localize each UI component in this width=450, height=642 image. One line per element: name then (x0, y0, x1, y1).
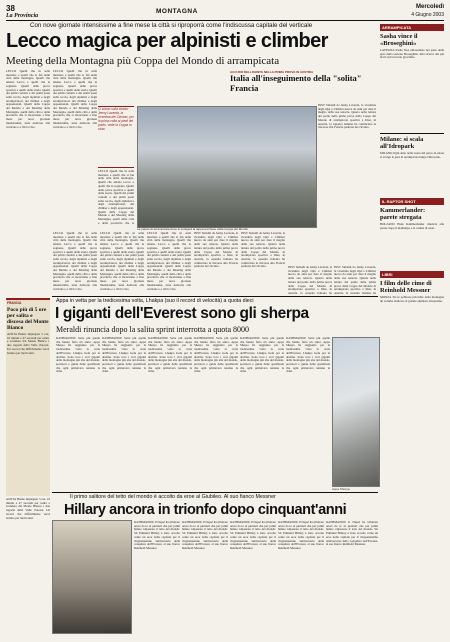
lead-subhead: Meeting della Montagna più Coppa del Mondo di arrampicata (6, 55, 280, 67)
side-box-title: Poco più di 5 ore per salita e discesa del Monte Bianco (7, 307, 49, 331)
mid-box (230, 70, 375, 102)
lead-body-col-8: INST Subsidi da Jenny Lavarda, la vicentina degli Ojet e Climber nuova da anni per dare il meglio della sua tenacia. Quarta nella lettura del podio della prima prova della Coppa del Mondo di arrampicata sportiva a Imst, in Austria, la squadra italiana ha cominciato la rincorsa alla Francia padrona del circuito. (241, 232, 285, 269)
story3-col-2: KATHMANDU Il Nepal ha tributato onori da re ai pionieri che per primi hanno calpestato il tetto del mondo. Sir Edmund Hillary è stato accolto come un eroe nella capitale per il cinquantesimo anniversario della conquista dell'Everest, al suo fianco Reinhold Messner. (182, 521, 228, 550)
mid-box-title: Italia all'inseguimento della "solita" Francia (230, 73, 362, 93)
date: 4 Giugno 2003 (411, 12, 444, 18)
lead-body-col-6: LECCO Quelli che in sella mestiere e quelli che si fan nelle città della montagna. Quelli che amano Lecco e quelli che la sognano. Quelli delle prove sportive e quelli della storia. Quelli dei primi contatti e dei primi passi sulla roccia, degli alpinisti e degli arrampicatori, dei climber e degli appassionati. Quelli della Coppa del Mondo e del Meeting della Montagna, quelli della città e della provincia che si incontrano a fine mese per nove giornate intensissime, tutte dedicate alla verticale e a chi la vive. (147, 232, 191, 291)
sidebar-label-3: LIBRI (380, 271, 444, 278)
sidebar-title-4: I film delle cime di Reinhold Messner (380, 280, 432, 294)
story2-photo (332, 337, 380, 487)
side-box-body: AOSTA Hanno impiegato 5 ore, 16 minuti e 47 secondi per salire e scendere dal Monte Bianco i due ragazzi della Valle d'Aosta. Un record che difficilmente verrà battuto per molti anni. (7, 332, 49, 355)
weekday: Mercoledì (415, 4, 444, 10)
story2-col-3: KATHMANDU Sette più quelle che hanno fatto un anno: Appa Sherpa ha raggiunto per la tredicesima volta la vetta dell'Everest, Lhakpa Gelu per la decima. Sono loro i veri giganti della montagna più alta del mondo, portatori e guide delle spedizioni che ogni primavera tentano la cima. (148, 337, 192, 374)
story3-col-4: KATHMANDU Il Nepal ha tributato onori da re ai pionieri che per primi hanno calpestato il tetto del mondo. Sir Edmund Hillary è stato accolto come un eroe nella capitale per il cinquantesimo anniversario della conquista dell'Everest, al suo fianco Reinhold Messner. (278, 521, 324, 550)
section-label: MONTAGNA (156, 8, 198, 15)
sidebar-title-1: Sasha vince il «Broseghini» (380, 33, 418, 47)
story2-overline: Appa in vetta per la tredicesima volta, Lhakpa (suo il record di velocità) a quota dieci (56, 298, 254, 304)
story2-col-5: KATHMANDU Sette più quelle che hanno fatto un anno: Appa Sherpa ha raggiunto per la tredicesima volta la vetta dell'Everest, Lhakpa Gelu per la decima. Sono loro i veri giganti della montagna più alta del mondo, portatori e guide delle spedizioni che ogni primavera tentano la cima. (240, 337, 284, 374)
story2-rule (52, 296, 378, 297)
pull-quote-text: Ci siamo sulla strada: Jenny Lavarda, la vicentina dei Climber, per la prima volta ai piedi del podio, vede la Coppa in vista (98, 107, 134, 131)
sidebar-label-1: ARRAMPICATA (380, 24, 444, 31)
lead-body-col-2: LECCO Quelli che in sella mestiere e quelli che si fan nelle città della montagna. Quelli che amano Lecco e quelli che la sognano. Quelli delle prove sportive e quelli della storia. Quelli dei primi contatti e dei primi passi sulla roccia, degli alpinisti e degli arrampicatori, dei climber e degli appassionati. Quelli della Coppa del Mondo e del Meeting della Montagna, quelli della città e della provincia che si incontrano a fine mese per nove giornate intensissime, tutte dedicate alla verticale e a chi la vive. (53, 70, 97, 129)
lead-body-col-4: LECCO Quelli che in sella mestiere e quelli che si fan nelle città della montagna. Quelli che amano Lecco e quelli che la sognano. Quelli delle prove sportive e quelli della storia. Quelli dei primi contatti e dei primi passi sulla roccia, degli alpinisti e degli arrampicatori, dei climber e degli appassionati. Quelli della Coppa del Mondo e del Meeting della Montagna, quelli della città e della provincia che si incontrano a fine mese per nove giornate intensissime, tutte dedicate alla verticale e a chi la vive. (53, 232, 97, 291)
lead-body-col-7: INST Subsidi da Jenny Lavarda, la vicentina degli Ojet e Climber nuova da anni per dare il meglio della sua tenacia. Quarta nella lettura del podio della prima prova della Coppa del Mondo di arrampicata sportiva a Imst, in Austria, la squadra italiana ha cominciato la rincorsa alla Francia padrona del circuito. (194, 232, 238, 269)
sidebar-label-2: IL RAPTOR SHOT (380, 198, 444, 205)
bottom-left-col: AOSTA Hanno impiegato 5 ore, 16 minuti e 47 secondi per salire e scendere dal Monte Bianco i due ragazzi della Valle d'Aosta. Un record che difficilmente verrà battuto per molti anni. (6, 498, 50, 520)
sidebar-body-1: LAVEGNA Sasha Stee ultrasoldato nel parte della gara della sezione Broseghini. Alla ricerca dei più bravi sul tracciato giovanile. (380, 49, 444, 60)
sidebar-body-2: MILANO Ogni anno nella storia del parco in estate si svolge la gara di arrampicata lungo l'Idroscalo. (380, 152, 444, 159)
sidebar-title-3: Kammerlander: parete stregata (380, 207, 426, 221)
side-box (6, 298, 50, 496)
lead-body-col-1: LECCO Quelli che in sella mestiere e quelli che si fan nelle città della montagna. Quelli che amano Lecco e quelli che la sognano. Quelli delle prove sportive e quelli della storia. Quelli dei primi contatti e dei primi passi sulla roccia, degli alpinisti e degli arrampicatori, dei climber e degli appassionati. Quelli della Coppa del Mondo e del Meeting della Montagna, quelli della città e della provincia che si incontrano a fine mese per nove giornate intensissime, tutte dedicate alla verticale e a chi la vive. (6, 70, 50, 129)
lead-photo (137, 106, 317, 228)
mid-box-kicker: ACCURO DELLISONTE NELLA PRIMA PROVA IN AUSTRIA (230, 70, 314, 74)
lead-overline: Con nove giornate intensissime a fine mese la città si riproporrà come l'indiscussa capitale del verticale (30, 22, 313, 29)
story2-col-4: KATHMANDU Sette più quelle che hanno fatto un anno: Appa Sherpa ha raggiunto per la tredicesima volta la vetta dell'Everest, Lhakpa Gelu per la decima. Sono loro i veri giganti della montagna più alta del mondo, portatori e guide delle spedizioni che ogni primavera tentano la cima. (194, 337, 238, 374)
pull-quote (98, 106, 134, 168)
story2-subhead: Meraldi rinuncia dopo la salita sprint interrotta a quota 8000 (56, 325, 250, 334)
story2-col-6: KATHMANDU Sette più quelle che hanno fatto un anno: Appa Sherpa ha raggiunto per la tredicesima volta la vetta dell'Everest, Lhakpa Gelu per la decima. Sono loro i veri giganti della montagna più alta del mondo, portatori e guide delle spedizioni che ogni primavera tentano la cima. (286, 337, 330, 374)
mid-box-body-1: INST Subsidi da Jenny Lavarda, la vicentina degli Ojet e Climber nuova da anni per dare il meglio della sua tenacia. Quarta nella lettura del podio della prima prova della Coppa del Mondo di arrampicata sportiva a Imst, in Austria, la squadra italiana ha cominciato la rincorsa alla Francia padrona del circuito. (318, 104, 376, 130)
story3-headline: Hillary ancora in trionfo dopo cinquant'anni (64, 502, 347, 518)
story2-photo-caption: Appa Sherpa (332, 487, 350, 491)
page-number: 38 (6, 4, 15, 13)
lead-headline: Lecco magica per alpinisti e climber (6, 30, 328, 52)
lead-body-col-10: INST Subsidi da Jenny Lavarda, la vicentina degli Ojet e Climber nuova da anni per dare il meglio della sua tenacia. Quarta nella lettura del podio della prima prova della Coppa del Mondo di arrampicata sportiva a Imst, in Austria, la squadra italiana ha (334, 266, 376, 294)
lead-photo-caption: La parete di arrampicata dove si svolgerà la tappa lecchese della Coppa del Mondo (137, 227, 248, 231)
lead-body-col-9: INST Subsidi da Jenny Lavarda, la vicentina degli Ojet e Climber nuova da anni per dare il meglio della sua tenacia. Quarta nella lettura del podio della prima prova della Coppa del Mondo di arrampicata sportiva a Imst, in Austria, la squadra italiana ha (288, 266, 332, 294)
masthead (6, 4, 444, 21)
story2-headline: I giganti dell'Everest sono gli sherpa (55, 305, 309, 322)
story3-photo-caption: Edmund Hillary (104, 630, 125, 634)
story2-col-1: KATHMANDU Sette più quelle che hanno fatto un anno: Appa Sherpa ha raggiunto per la tredicesima volta la vetta dell'Everest, Lhakpa Gelu per la decima. Sono loro i veri giganti della montagna più alta del mondo, portatori e guide delle spedizioni che ogni primavera tentano la cima. (56, 337, 100, 374)
sidebar-body-4: MONZA Tra le pellicole più belle della montagna un volume dedicato al grande alpinista altoatesino. (380, 296, 444, 303)
story2-col-2: KATHMANDU Sette più quelle che hanno fatto un anno: Appa Sherpa ha raggiunto per la tredicesima volta la vetta dell'Everest, Lhakpa Gelu per la decima. Sono loro i veri giganti della montagna più alta del mondo, portatori e guide delle spedizioni che ogni primavera tentano la cima. (102, 337, 146, 374)
story3-col-5: KATHMANDU Il Nepal ha tributato onori da re ai pionieri che per primi hanno calpestato il tetto del mondo. Sir Edmund Hillary è stato accolto come un eroe nella capitale per il cinquantesimo anniversario della conquista dell'Everest, al suo fianco Reinhold Messner. (326, 521, 378, 547)
story3-rule (52, 492, 378, 493)
paper-name: La Provincia (6, 13, 39, 19)
side-box-kicker: FRANCIA (7, 301, 22, 305)
sidebar-body-3: BOLZANO Hans Kammerlander rinuncia alla parete dopo il maltempo e la caduta di sassi. (380, 223, 444, 230)
sidebar-title-2: Milano: si scala all'Idropark (380, 136, 424, 150)
story3-photo (52, 520, 132, 634)
sidebar-divider (380, 133, 444, 134)
story3-col-3: KATHMANDU Il Nepal ha tributato onori da re ai pionieri che per primi hanno calpestato il tetto del mondo. Sir Edmund Hillary è stato accolto come un eroe nella capitale per il cinquantesimo anniversario della conquista dell'Everest, al suo fianco Reinhold Messner. (230, 521, 276, 550)
lead-body-col-5: LECCO Quelli che in sella mestiere e quelli che si fan nelle città della montagna. Quelli che amano Lecco e quelli che la sognano. Quelli delle prove sportive e quelli della storia. Quelli dei primi contatti e dei primi passi sulla roccia, degli alpinisti e degli arrampicatori, dei climber e degli appassionati. Quelli della Coppa del Mondo e del Meeting della Montagna, quelli della città e della provincia che si incontrano a fine mese per nove giornate intensissime, tutte dedicate alla verticale e a chi la vive. (100, 232, 144, 291)
story3-col-1: KATHMANDU Il Nepal ha tributato onori da re ai pionieri che per primi hanno calpestato il tetto del mondo. Sir Edmund Hillary è stato accolto come un eroe nella capitale per il cinquantesimo anniversario della conquista dell'Everest, al suo fianco Reinhold Messner. (134, 521, 180, 550)
right-sidebar (380, 22, 444, 382)
story3-overline: Il primo salitore del tetto del mondo è accolto da eroe al Giubileo. Al suo fianco Messner (70, 494, 276, 500)
lead-body-col-3: LECCO Quelli che in sella mestiere e quelli che si fan nelle città della montagna. Quelli che amano Lecco e quelli che la sognano. Quelli delle prove sportive e quelli della storia. Quelli dei primi contatti e dei primi passi sulla roccia, degli alpinisti e degli arrampicatori, dei climber e degli appassionati. Quelli della Coppa del Mondo e del Meeting della Montagna, quelli della città e della provincia che si (98, 170, 134, 225)
